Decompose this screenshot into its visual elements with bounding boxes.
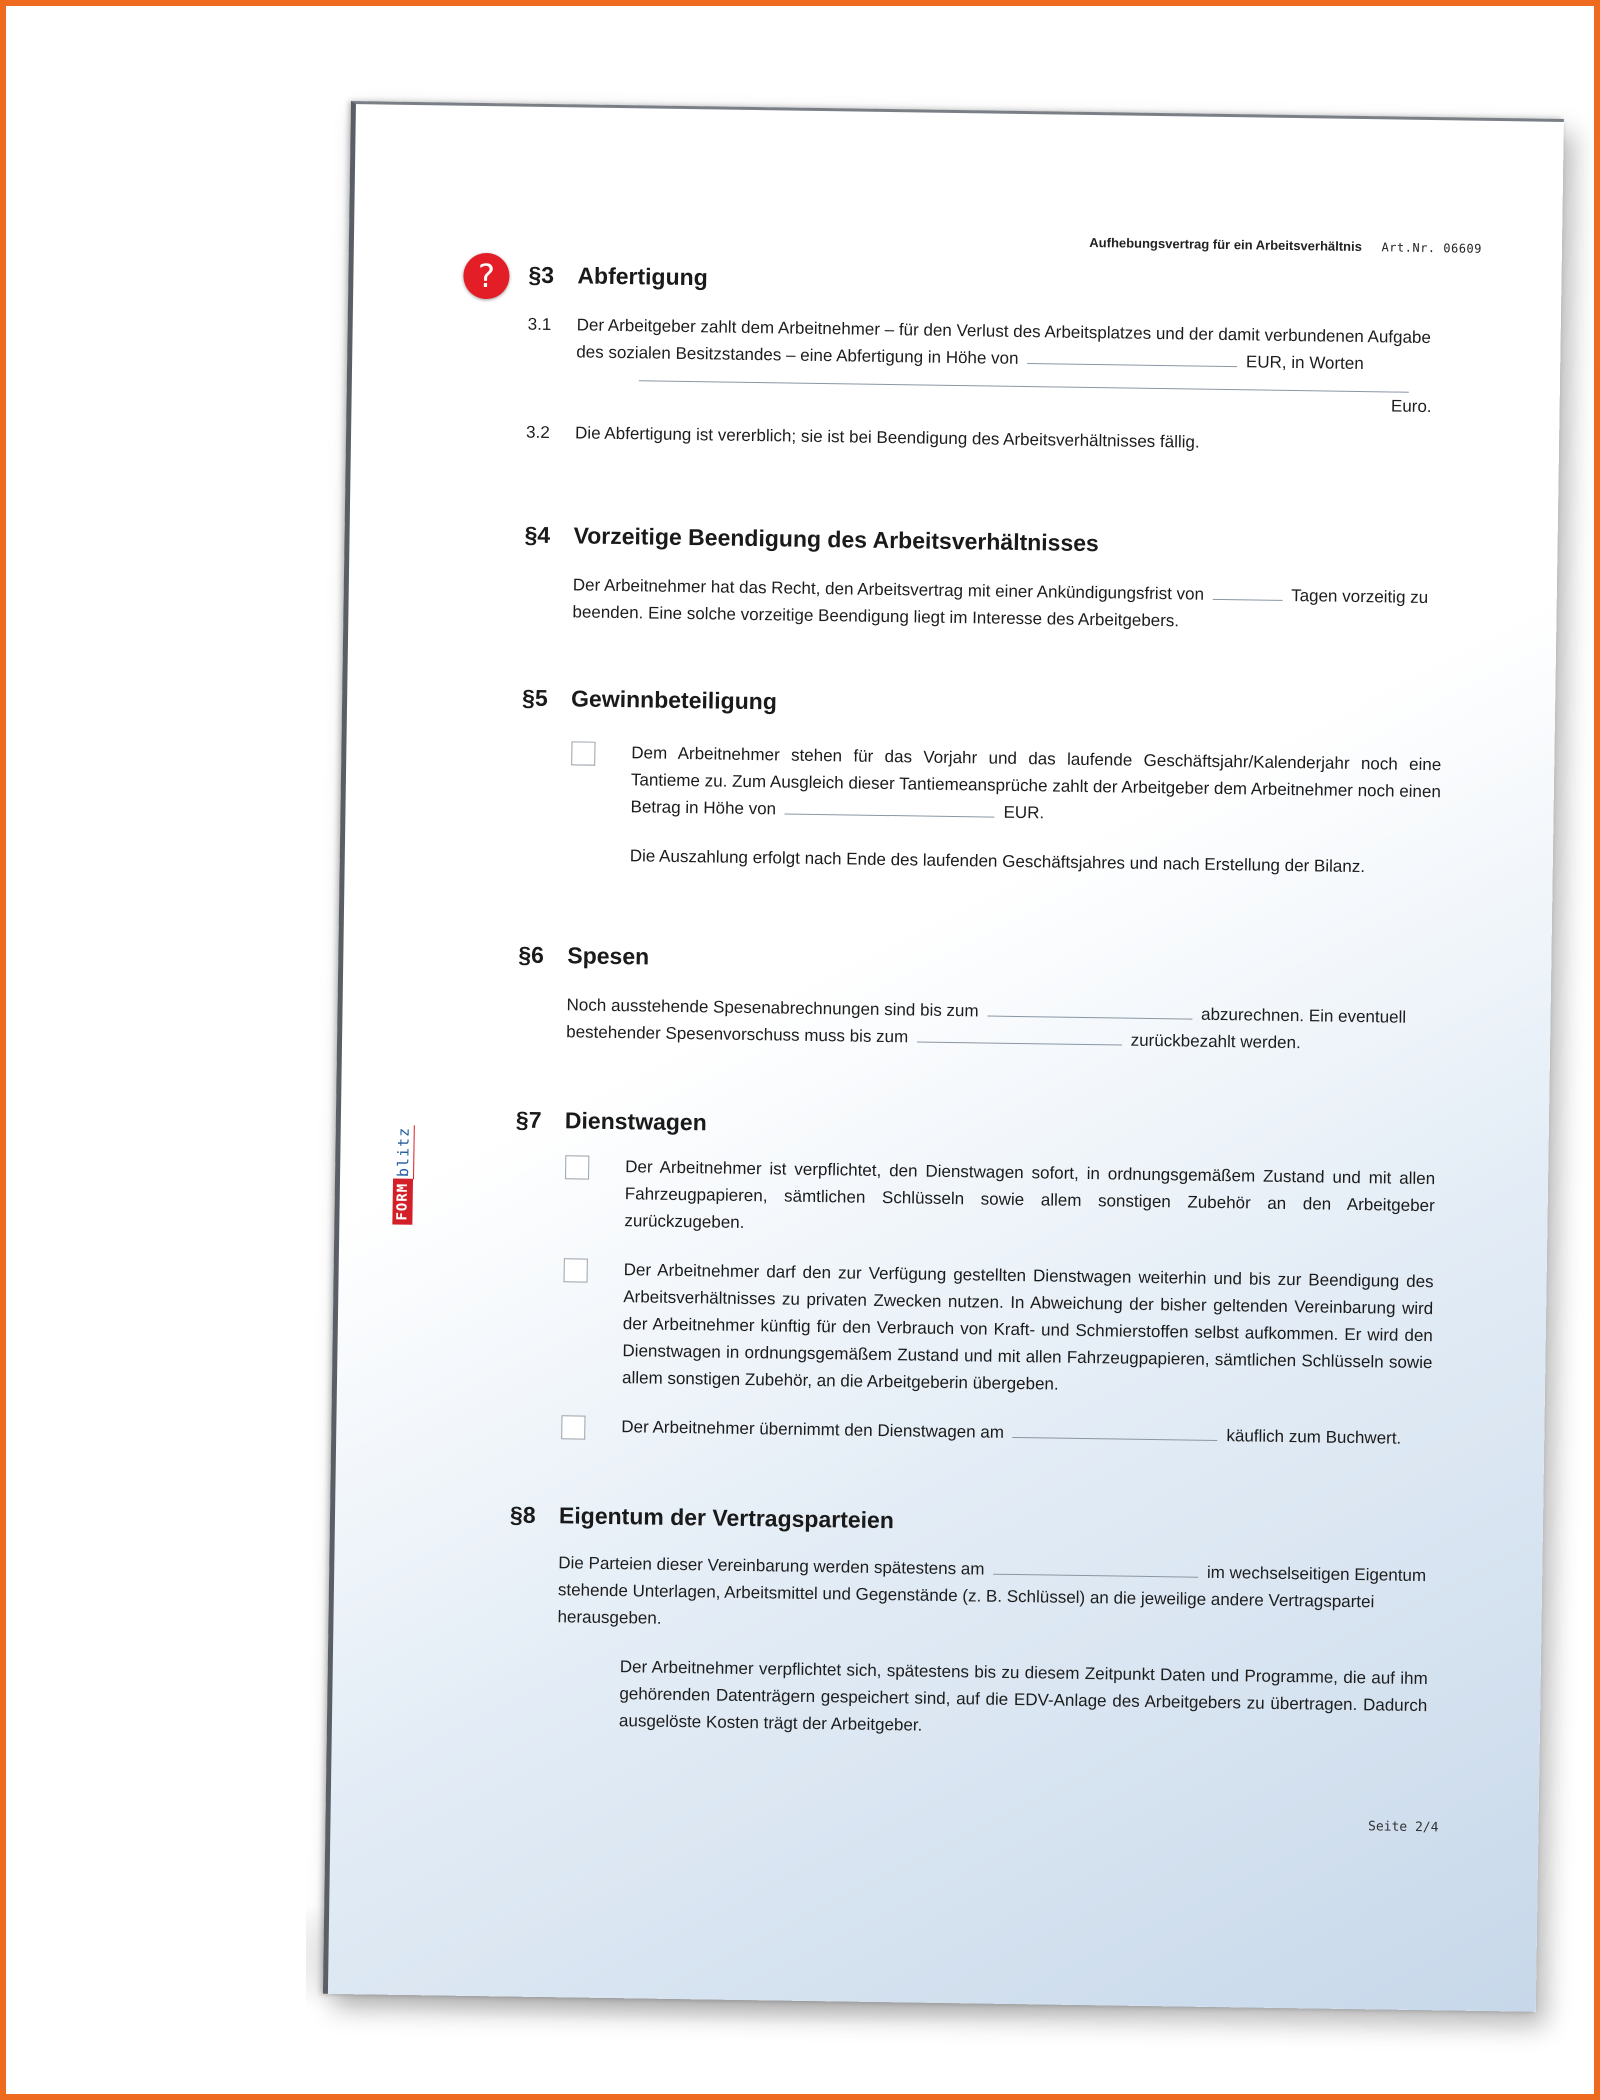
document-header: [1089, 235, 1482, 256]
profit-amount-field[interactable]: [785, 798, 995, 818]
notice-days-field[interactable]: [1213, 583, 1283, 601]
car-private-use-checkbox[interactable]: [563, 1258, 587, 1282]
option-text: [621, 1413, 1431, 1452]
section-title: Vorzeitige Beendigung des Arbeitsverhältnisses: [573, 522, 1100, 557]
section-number: §4: [524, 521, 551, 549]
section-text-part: abzurechnen. Ein eventuell bestehender Spesenvorschuss muss bis zum: [566, 1004, 1407, 1047]
section-number: §3: [528, 261, 555, 289]
car-takeover-date-field[interactable]: [1013, 1421, 1218, 1441]
clause-text: Die Abfertigung ist vererblich; sie ist bei Beendigung des Arbeitsverhältnisses fällig.: [574, 423, 1200, 452]
option-text-part: käuflich zum Buchwert.: [1226, 1426, 1402, 1448]
section-4: [523, 522, 1444, 639]
car-return-checkbox[interactable]: [565, 1155, 589, 1179]
expense-report-date-field[interactable]: [987, 1000, 1192, 1020]
section-5: [520, 685, 1443, 882]
section-text-part: Der Arbeitnehmer hat das Recht, den Arbeitsvertrag mit einer Ankündigungsfrist von: [572, 575, 1205, 604]
clause-text-part: EUR, in Worten: [1245, 352, 1364, 374]
help-question-icon[interactable]: ?: [463, 253, 510, 300]
car-purchase-checkbox[interactable]: [561, 1415, 585, 1439]
section-heading: [518, 942, 1438, 983]
section-7: [511, 1107, 1436, 1453]
section-title: Abfertigung: [577, 262, 708, 291]
section-3: [526, 262, 1449, 460]
section-heading: [510, 1502, 1430, 1543]
section-text: [523, 571, 1444, 639]
document-page: [323, 101, 1564, 2012]
company-car-options: [511, 1152, 1435, 1453]
car-option-return: [563, 1152, 1435, 1246]
section-text: [508, 1549, 1429, 1644]
clause-text-part: Der Arbeitgeber zahlt dem Arbeitnehmer – für den Verlust des Arbeitsplatzes und der damit verbundenen Aufgabe des sozialen Besitzstandes – eine Abfertigung in Höhe von: [576, 315, 1432, 368]
section-number: §7: [515, 1106, 542, 1133]
data-transfer-text: Der Arbeitnehmer verpflichtet sich, spätestens bis zu diesem Zeitpunkt Daten und Programme, die auf ihm gehörenden Datenträgern gespeichert sind, auf die EDV-Anlage des Arbeitgebers zu übertragen. Dadurch ausgelöste Kosten trägt der Arbeitgeber.: [618, 1657, 1428, 1735]
section-heading: [524, 522, 1444, 563]
section-title: Spesen: [567, 942, 650, 970]
logo-blitz-part: blitz: [393, 1125, 415, 1179]
currency-label: Euro.: [1390, 396, 1432, 417]
section-heading: [522, 685, 1442, 726]
clause-text: [576, 311, 1448, 378]
section-title: Gewinnbeteiligung: [570, 685, 778, 715]
option-text-part: EUR.: [1003, 802, 1045, 823]
section-title: Dienstwagen: [564, 1107, 707, 1136]
payout-text: Die Auszahlung erfolgt nach Ende des laufenden Geschäftsjahres und nach Erstellung der Bilanz.: [629, 846, 1366, 877]
section-text-part: Noch ausstehende Spesenabrechnungen sind bis zum: [566, 995, 979, 1021]
section-text-part: Tagen vorzeitig zu beenden. Eine solche vorzeitige Beendigung liegt im Interesse des Arbeitgebers.: [572, 586, 1429, 631]
profit-share-option: [520, 738, 1442, 882]
section-8: [507, 1502, 1430, 1747]
return-property-date-field[interactable]: [993, 1558, 1198, 1578]
logo-form-part: FORM: [392, 1179, 413, 1225]
car-option-purchase: [560, 1412, 1431, 1452]
section-number: §8: [509, 1501, 536, 1528]
clause-number: 3.2: [525, 422, 550, 442]
page-number: Seite 2/4: [1367, 1819, 1439, 1836]
clause-3-2: [526, 419, 1446, 460]
section-text-part: Die Parteien dieser Vereinbarung werden spätestens am: [558, 1553, 985, 1579]
section-text-part: zurückbezahlt werden.: [1130, 1030, 1301, 1053]
section-number: §6: [518, 941, 545, 968]
option-text-part: Dem Arbeitnehmer stehen für das Vorjahr und das laufende Geschäftsjahr/Kalenderjahr noch eine Tantieme zu. Zum Ausgleich dieser Tantiemeansprüche zahlt der Arbeitgeber dem Arbeitnehmer noch einen Betrag in Höhe von: [630, 743, 1442, 819]
option-text-part: Der Arbeitnehmer übernimmt den Dienstwagen am: [621, 1417, 1005, 1442]
option-text: [630, 739, 1442, 881]
advance-repay-date-field[interactable]: [917, 1026, 1122, 1046]
amount-field[interactable]: [1027, 347, 1237, 367]
section-text: [517, 991, 1438, 1059]
clause-number: 3.1: [527, 314, 552, 334]
document-title: Aufhebungsvertrag für ein Arbeitsverhältnis: [1089, 234, 1363, 255]
profit-share-checkbox[interactable]: [571, 741, 595, 765]
section-heading: [528, 262, 1448, 303]
section-number: §5: [521, 684, 548, 711]
section-title: Eigentum der Vertragsparteien: [558, 1502, 895, 1534]
formblitz-logo: [392, 1125, 413, 1225]
section-text-part: im wechselseitigen Eigentum stehende Unterlagen, Arbeitsmittel und Gegenstände (z. B. Schlüssel) an die jeweilige andere Vertragspartei herausgeben.: [557, 1562, 1427, 1628]
section-6: [517, 942, 1438, 1059]
section-heading: [516, 1107, 1436, 1148]
option-text: Der Arbeitnehmer ist verpflichtet, den Dienstwagen sofort, in ordnungsgemäßem Zustand und mit allen Fahrzeugpapieren, sämtlichen Schlüsseln sowie allem sonstigen Zubehör an den Arbeitgeber zurückzugeben.: [624, 1157, 1436, 1232]
option-text: Der Arbeitnehmer darf den zur Verfügung gestellten Dienstwagen weiterhin und bis zur Beendigung des Arbeitsverhältnisses zu privaten Zwecken nutzen. In Abweichung der bisher geltenden Vereinbarung wird der Arbeitnehmer künftig für den Verbrauch von Kraft- und Schmierstoffen selbst aufkommen. Er wird den Dienstwagen in ordnungsgemäßem Zustand und mit allen Fahrzeugpapieren, sämtlichen Schlüsseln sowie allem sonstigen Zubehör, an die Arbeitgeberin übergeben.: [621, 1260, 1434, 1394]
car-option-private-use: [561, 1255, 1434, 1403]
article-number: Art.Nr. 06609: [1381, 240, 1483, 256]
